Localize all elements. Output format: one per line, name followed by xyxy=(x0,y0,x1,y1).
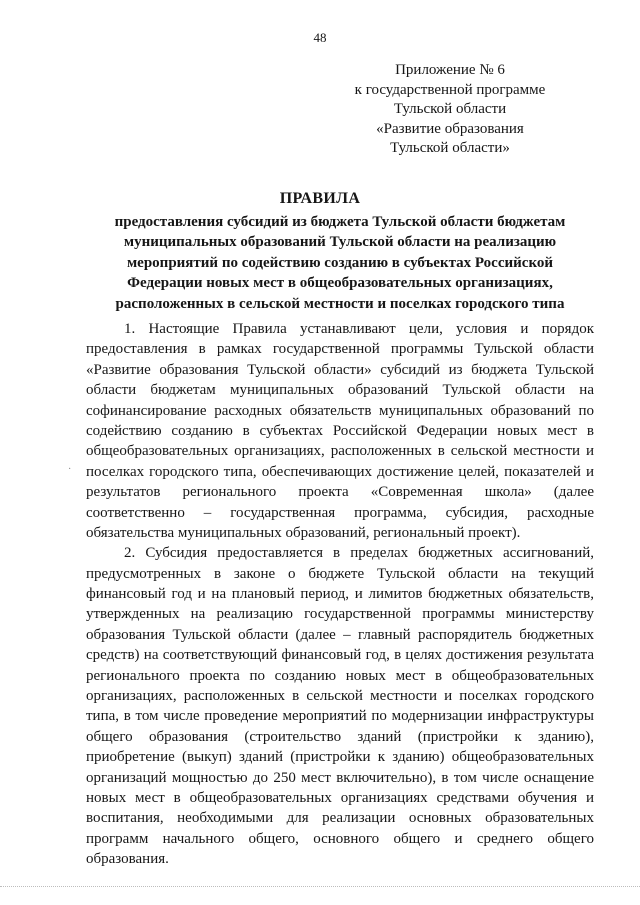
paragraph-line: финансовый год и на плановый период, и лимитов бюджетных обязательств, xyxy=(86,586,594,603)
scan-footer-dots xyxy=(0,885,640,887)
appendix-line: к государственной программе xyxy=(354,81,546,98)
paragraph-line: 2. Субсидия предоставляется в пределах бюджетных ассигнований, xyxy=(124,545,594,562)
paragraph-line: образования Тульской области (далее – главный распорядитель бюджетных xyxy=(86,626,594,643)
subtitle-line: расположенных в сельской местности и поселках городского типа xyxy=(115,295,565,312)
paragraph-line: поселках городского типа, обеспечивающих достижение целей, показателей и xyxy=(86,463,594,480)
paragraph-line: типа, в том числе проведение мероприятий по модернизации инфраструктуры xyxy=(86,708,594,725)
paragraph-line: софинансирование расходных обязательств муниципальных образований по xyxy=(86,402,594,419)
paragraph-line: результатов регионального проекта «Современная школа» (далее xyxy=(86,484,594,501)
subtitle-line: мероприятий по содействию созданию в субъектах Российской xyxy=(126,254,554,271)
paragraph-line: новых мест в общеобразовательных организациях средствами обучения и xyxy=(86,789,594,806)
document-title: ПРАВИЛА xyxy=(279,190,361,207)
paragraph-line: 1. Настоящие Правила устанавливают цели, условия и порядок xyxy=(124,321,594,337)
appendix-line: Тульской области» xyxy=(390,140,510,156)
paragraph-line: программ начального общего, основного общего и среднего общего xyxy=(86,830,594,847)
page-number: 48 xyxy=(313,30,327,45)
scan-margin-mark: · xyxy=(68,464,72,475)
paragraph-line: предоставления в рамках государственной программы Тульской области xyxy=(86,341,594,358)
appendix-heading xyxy=(340,61,560,159)
subtitle-line: муниципальных образований Тульской области на реализацию xyxy=(123,234,557,251)
appendix-line: «Развитие образования xyxy=(376,120,524,137)
paragraph-line: средств) на соответствующий финансовый год, в целях достижения результата xyxy=(86,647,594,664)
paragraph-line: «Развитие образования Тульской области» субсидий из бюджета Тульской xyxy=(86,361,594,378)
subtitle-line: предоставления субсидий из бюджета Тульской области бюджетам xyxy=(114,214,566,230)
appendix-line: Приложение № 6 xyxy=(395,62,505,78)
paragraph-line: предусмотренных в законе о бюджете Тульской области на текущий xyxy=(86,565,594,582)
paragraph-line: области бюджетам муниципальных образований Тульской области на xyxy=(86,382,594,399)
document-body xyxy=(86,319,594,870)
paragraph-line: общеобразовательных организациях, расположенных в сельской местности и xyxy=(86,443,594,460)
paragraph-2 xyxy=(86,543,594,869)
paragraph-line: организаций мощностью до 250 мест включительно), в том числе оснащение xyxy=(86,769,594,786)
appendix-line: Тульской области xyxy=(393,101,507,117)
paragraph-line: утвержденных на реализацию государственной программы министерству xyxy=(86,606,594,623)
paragraph-1 xyxy=(86,319,594,543)
paragraph-line: приобретение (выкуп) зданий (пристройки к зданию) общеобразовательных xyxy=(86,749,594,766)
paragraph-line: соответственно – государственная программа, субсидия, расходные xyxy=(86,504,594,521)
document-subtitle xyxy=(0,212,640,314)
paragraph-line: регионального проекта по созданию новых мест в общеобразовательных xyxy=(86,667,594,684)
paragraph-line: организациях, расположенных в сельской местности и поселках городского xyxy=(86,688,594,705)
paragraph-line: воспитания, необходимыми для реализации основных образовательных xyxy=(86,810,594,827)
paragraph-line: образования. xyxy=(86,851,169,868)
paragraph-line: общего образования (строительство зданий (пристройки к зданию), xyxy=(86,728,594,745)
paragraph-line: обязательства муниципальных образований, региональный проект). xyxy=(86,524,521,541)
subtitle-line: Федерации новых мест в общеобразовательных организациях, xyxy=(127,275,553,292)
paragraph-line: содействию созданию в субъектах Российской Федерации новых мест в xyxy=(86,422,594,439)
